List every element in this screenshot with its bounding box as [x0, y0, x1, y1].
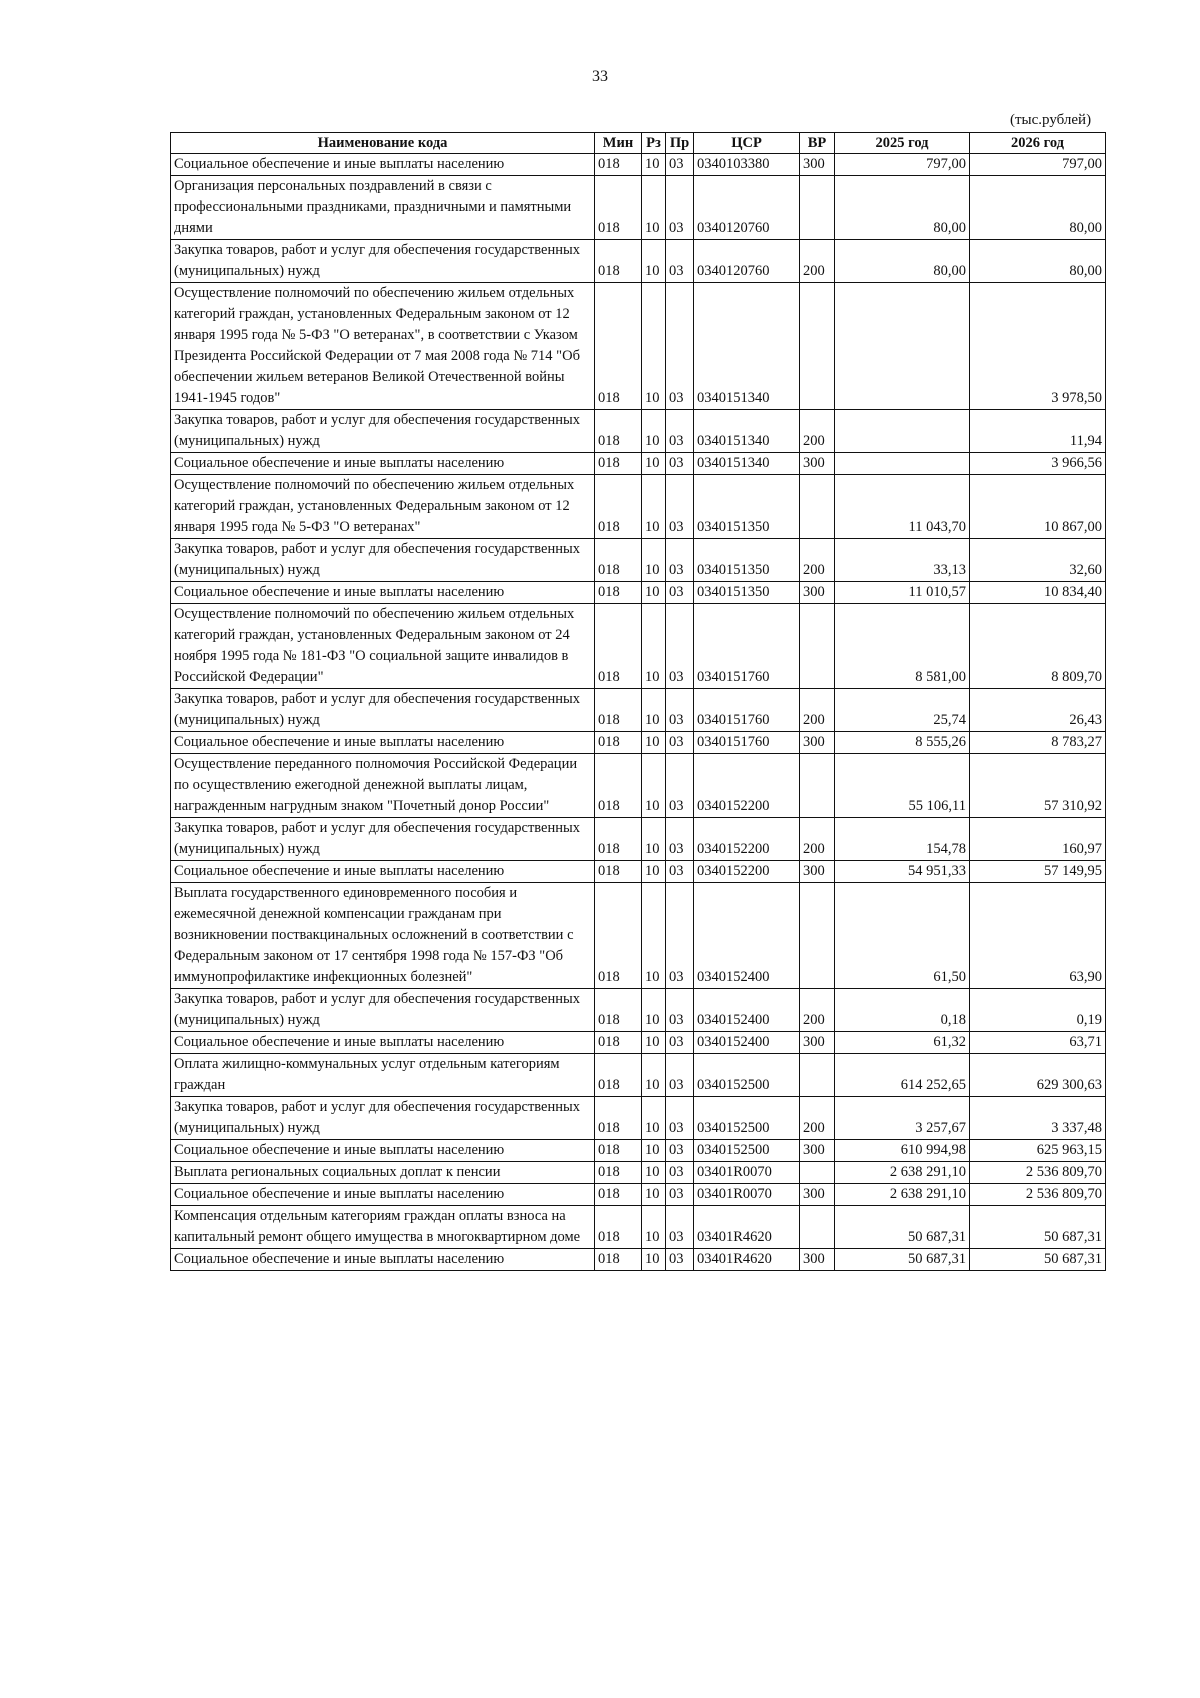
cell-2025: 80,00	[835, 176, 970, 240]
cell-pr: 03	[666, 1032, 694, 1054]
table-row	[171, 1162, 1106, 1184]
cell-min: 018	[595, 883, 642, 989]
cell-2026: 2 536 809,70	[970, 1162, 1106, 1184]
cell-csr: 0340152500	[694, 1054, 800, 1097]
cell-2025: 154,78	[835, 818, 970, 861]
cell-vr: 200	[800, 410, 835, 453]
cell-min: 018	[595, 539, 642, 582]
cell-min: 018	[595, 1184, 642, 1206]
cell-min: 018	[595, 818, 642, 861]
cell-vr	[800, 604, 835, 689]
cell-name: Социальное обеспечение и иные выплаты населению	[171, 1032, 595, 1054]
table-row	[171, 1097, 1106, 1140]
cell-vr	[800, 1206, 835, 1249]
cell-vr: 300	[800, 1184, 835, 1206]
cell-2026: 10 834,40	[970, 582, 1106, 604]
cell-2025: 33,13	[835, 539, 970, 582]
cell-min: 018	[595, 1140, 642, 1162]
cell-rz: 10	[642, 689, 666, 732]
cell-rz: 10	[642, 582, 666, 604]
cell-csr: 03401R4620	[694, 1249, 800, 1271]
cell-2026: 10 867,00	[970, 475, 1106, 539]
cell-pr: 03	[666, 754, 694, 818]
cell-rz: 10	[642, 410, 666, 453]
cell-2026: 8 783,27	[970, 732, 1106, 754]
cell-2026: 2 536 809,70	[970, 1184, 1106, 1206]
cell-csr: 0340120760	[694, 240, 800, 283]
cell-min: 018	[595, 154, 642, 176]
cell-vr: 300	[800, 1249, 835, 1271]
cell-pr: 03	[666, 689, 694, 732]
table-row	[171, 861, 1106, 883]
cell-vr	[800, 475, 835, 539]
cell-vr	[800, 1054, 835, 1097]
cell-min: 018	[595, 453, 642, 475]
cell-rz: 10	[642, 883, 666, 989]
cell-pr: 03	[666, 1140, 694, 1162]
cell-vr: 200	[800, 539, 835, 582]
cell-vr: 300	[800, 732, 835, 754]
cell-2026: 50 687,31	[970, 1206, 1106, 1249]
cell-min: 018	[595, 240, 642, 283]
cell-pr: 03	[666, 989, 694, 1032]
table-row	[171, 475, 1106, 539]
table-row	[171, 539, 1106, 582]
table-header-row	[171, 133, 1106, 154]
cell-csr: 0340151350	[694, 539, 800, 582]
cell-2026: 0,19	[970, 989, 1106, 1032]
cell-2025: 61,50	[835, 883, 970, 989]
cell-2025: 0,18	[835, 989, 970, 1032]
cell-2026: 629 300,63	[970, 1054, 1106, 1097]
table-row	[171, 883, 1106, 989]
cell-2026: 11,94	[970, 410, 1106, 453]
cell-min: 018	[595, 1206, 642, 1249]
cell-pr: 03	[666, 818, 694, 861]
cell-2025: 80,00	[835, 240, 970, 283]
cell-vr	[800, 1162, 835, 1184]
cell-rz: 10	[642, 861, 666, 883]
cell-csr: 0340120760	[694, 176, 800, 240]
cell-rz: 10	[642, 1249, 666, 1271]
cell-name: Закупка товаров, работ и услуг для обеспечения государственных (муниципальных) нужд	[171, 240, 595, 283]
cell-rz: 10	[642, 475, 666, 539]
header-2025: 2025 год	[835, 133, 970, 154]
cell-name: Закупка товаров, работ и услуг для обеспечения государственных (муниципальных) нужд	[171, 410, 595, 453]
cell-vr: 300	[800, 1140, 835, 1162]
cell-rz: 10	[642, 1054, 666, 1097]
table-row	[171, 989, 1106, 1032]
cell-name: Компенсация отдельным категориям граждан оплаты взноса на капитальный ремонт общего имущества в многоквартирном доме	[171, 1206, 595, 1249]
table-row	[171, 453, 1106, 475]
cell-2026: 797,00	[970, 154, 1106, 176]
cell-csr: 0340151760	[694, 732, 800, 754]
cell-name: Социальное обеспечение и иные выплаты населению	[171, 732, 595, 754]
units-label: (тыс.рублей)	[1010, 112, 1092, 128]
cell-rz: 10	[642, 154, 666, 176]
table-row	[171, 1184, 1106, 1206]
cell-2025: 25,74	[835, 689, 970, 732]
cell-2025: 2 638 291,10	[835, 1162, 970, 1184]
cell-name: Оплата жилищно-коммунальных услуг отдельным категориям граждан	[171, 1054, 595, 1097]
cell-min: 018	[595, 989, 642, 1032]
cell-2026: 3 978,50	[970, 283, 1106, 410]
cell-csr: 0340152200	[694, 861, 800, 883]
cell-pr: 03	[666, 453, 694, 475]
cell-min: 018	[595, 283, 642, 410]
cell-csr: 0340152500	[694, 1140, 800, 1162]
cell-2026: 160,97	[970, 818, 1106, 861]
cell-2025: 3 257,67	[835, 1097, 970, 1140]
cell-pr: 03	[666, 861, 694, 883]
cell-csr: 0340151760	[694, 604, 800, 689]
cell-pr: 03	[666, 1054, 694, 1097]
table-row	[171, 410, 1106, 453]
cell-rz: 10	[642, 989, 666, 1032]
cell-2025	[835, 453, 970, 475]
cell-min: 018	[595, 1032, 642, 1054]
cell-vr: 200	[800, 240, 835, 283]
cell-rz: 10	[642, 1032, 666, 1054]
header-rz: Рз	[642, 133, 666, 154]
cell-2025: 11 043,70	[835, 475, 970, 539]
cell-2025: 50 687,31	[835, 1206, 970, 1249]
cell-2025	[835, 410, 970, 453]
cell-pr: 03	[666, 604, 694, 689]
cell-csr: 0340151760	[694, 689, 800, 732]
cell-min: 018	[595, 475, 642, 539]
table-row	[171, 582, 1106, 604]
cell-2026: 3 966,56	[970, 453, 1106, 475]
cell-rz: 10	[642, 1184, 666, 1206]
cell-csr: 0340152400	[694, 883, 800, 989]
cell-2025: 2 638 291,10	[835, 1184, 970, 1206]
cell-csr: 0340152500	[694, 1097, 800, 1140]
cell-2025: 797,00	[835, 154, 970, 176]
cell-rz: 10	[642, 1162, 666, 1184]
cell-name: Закупка товаров, работ и услуг для обеспечения государственных (муниципальных) нужд	[171, 1097, 595, 1140]
table-row	[171, 818, 1106, 861]
cell-name: Социальное обеспечение и иные выплаты населению	[171, 861, 595, 883]
table-row	[171, 604, 1106, 689]
cell-vr: 300	[800, 1032, 835, 1054]
cell-min: 018	[595, 861, 642, 883]
cell-2025: 11 010,57	[835, 582, 970, 604]
cell-min: 018	[595, 1162, 642, 1184]
cell-vr: 300	[800, 861, 835, 883]
cell-csr: 03401R0070	[694, 1184, 800, 1206]
cell-rz: 10	[642, 1206, 666, 1249]
cell-min: 018	[595, 689, 642, 732]
cell-name: Организация персональных поздравлений в связи с профессиональными праздниками, праздничными и памятными днями	[171, 176, 595, 240]
cell-vr: 200	[800, 989, 835, 1032]
table-row	[171, 1032, 1106, 1054]
cell-pr: 03	[666, 1097, 694, 1140]
cell-min: 018	[595, 410, 642, 453]
page-number: 33	[592, 68, 608, 85]
cell-pr: 03	[666, 1162, 694, 1184]
table-body	[171, 154, 1106, 1271]
cell-vr	[800, 754, 835, 818]
cell-name: Социальное обеспечение и иные выплаты населению	[171, 1140, 595, 1162]
cell-vr: 200	[800, 818, 835, 861]
cell-min: 018	[595, 754, 642, 818]
cell-rz: 10	[642, 818, 666, 861]
cell-2026: 625 963,15	[970, 1140, 1106, 1162]
cell-2026: 63,90	[970, 883, 1106, 989]
cell-name: Закупка товаров, работ и услуг для обеспечения государственных (муниципальных) нужд	[171, 989, 595, 1032]
cell-pr: 03	[666, 883, 694, 989]
table-row	[171, 283, 1106, 410]
table-row	[171, 154, 1106, 176]
cell-csr: 0340152400	[694, 1032, 800, 1054]
cell-vr	[800, 883, 835, 989]
table-row	[171, 1249, 1106, 1271]
table-row	[171, 176, 1106, 240]
cell-rz: 10	[642, 1140, 666, 1162]
cell-csr: 0340152400	[694, 989, 800, 1032]
cell-2025: 610 994,98	[835, 1140, 970, 1162]
table-row	[171, 240, 1106, 283]
cell-pr: 03	[666, 240, 694, 283]
cell-pr: 03	[666, 732, 694, 754]
cell-pr: 03	[666, 283, 694, 410]
cell-name: Осуществление переданного полномочия Российской Федерации по осуществлению ежегодной денежной выплаты лицам, награжденным нагрудным знаком "Почетный донор России"	[171, 754, 595, 818]
header-pr: Пр	[666, 133, 694, 154]
table-row	[171, 754, 1106, 818]
cell-min: 018	[595, 604, 642, 689]
cell-pr: 03	[666, 1206, 694, 1249]
cell-2026: 50 687,31	[970, 1249, 1106, 1271]
cell-csr: 0340151340	[694, 283, 800, 410]
cell-pr: 03	[666, 1249, 694, 1271]
cell-rz: 10	[642, 283, 666, 410]
header-2026: 2026 год	[970, 133, 1106, 154]
header-min: Мин	[595, 133, 642, 154]
cell-csr: 03401R0070	[694, 1162, 800, 1184]
cell-vr	[800, 176, 835, 240]
cell-name: Осуществление полномочий по обеспечению жильем отдельных категорий граждан, установленных Федеральным законом от 12 января 1995 года № 5-ФЗ "О ветеранах", в соответствии с Указом Президента Российской Федерации от 7 мая 2008 года № 714 "Об обеспечении жильем ветеранов Великой Отечественной войны 1941-1945 годов"	[171, 283, 595, 410]
cell-2026: 80,00	[970, 176, 1106, 240]
cell-2025: 614 252,65	[835, 1054, 970, 1097]
cell-vr: 300	[800, 582, 835, 604]
cell-min: 018	[595, 1097, 642, 1140]
cell-name: Социальное обеспечение и иные выплаты населению	[171, 1249, 595, 1271]
cell-min: 018	[595, 176, 642, 240]
cell-vr: 200	[800, 1097, 835, 1140]
cell-min: 018	[595, 1054, 642, 1097]
cell-name: Социальное обеспечение и иные выплаты населению	[171, 154, 595, 176]
table-row	[171, 689, 1106, 732]
cell-pr: 03	[666, 1184, 694, 1206]
cell-2026: 32,60	[970, 539, 1106, 582]
cell-name: Закупка товаров, работ и услуг для обеспечения государственных (муниципальных) нужд	[171, 689, 595, 732]
cell-2025: 55 106,11	[835, 754, 970, 818]
cell-min: 018	[595, 582, 642, 604]
cell-name: Закупка товаров, работ и услуг для обеспечения государственных (муниципальных) нужд	[171, 539, 595, 582]
cell-csr: 0340151340	[694, 410, 800, 453]
cell-name: Социальное обеспечение и иные выплаты населению	[171, 582, 595, 604]
cell-csr: 0340152200	[694, 754, 800, 818]
cell-pr: 03	[666, 410, 694, 453]
table-row	[171, 1140, 1106, 1162]
cell-rz: 10	[642, 539, 666, 582]
cell-min: 018	[595, 1249, 642, 1271]
cell-rz: 10	[642, 754, 666, 818]
cell-rz: 10	[642, 176, 666, 240]
header-csr: ЦСР	[694, 133, 800, 154]
cell-name: Выплата государственного единовременного пособия и ежемесячной денежной компенсации гражданам при возникновении поствакцинальных осложнений в соответствии с Федеральным законом от 17 сентября 1998 года № 157-ФЗ "Об иммунопрофилактике инфекционных болезней"	[171, 883, 595, 989]
cell-pr: 03	[666, 475, 694, 539]
cell-2026: 57 149,95	[970, 861, 1106, 883]
cell-pr: 03	[666, 176, 694, 240]
cell-2025: 54 951,33	[835, 861, 970, 883]
budget-table	[170, 132, 1106, 1271]
cell-2025	[835, 283, 970, 410]
cell-2026: 57 310,92	[970, 754, 1106, 818]
cell-name: Социальное обеспечение и иные выплаты населению	[171, 1184, 595, 1206]
cell-rz: 10	[642, 1097, 666, 1140]
cell-2025: 61,32	[835, 1032, 970, 1054]
cell-min: 018	[595, 732, 642, 754]
cell-vr: 300	[800, 453, 835, 475]
cell-rz: 10	[642, 453, 666, 475]
cell-csr: 0340151340	[694, 453, 800, 475]
cell-2026: 80,00	[970, 240, 1106, 283]
cell-2025: 8 581,00	[835, 604, 970, 689]
cell-csr: 0340103380	[694, 154, 800, 176]
cell-pr: 03	[666, 154, 694, 176]
cell-2026: 63,71	[970, 1032, 1106, 1054]
cell-2026: 8 809,70	[970, 604, 1106, 689]
header-vr: ВР	[800, 133, 835, 154]
cell-name: Социальное обеспечение и иные выплаты населению	[171, 453, 595, 475]
cell-name: Осуществление полномочий по обеспечению жильем отдельных категорий граждан, установленных Федеральным законом от 24 ноября 1995 года № 181-ФЗ "О социальной защите инвалидов в Российской Федерации"	[171, 604, 595, 689]
cell-2025: 50 687,31	[835, 1249, 970, 1271]
cell-2026: 3 337,48	[970, 1097, 1106, 1140]
cell-csr: 0340151350	[694, 582, 800, 604]
cell-csr: 03401R4620	[694, 1206, 800, 1249]
cell-pr: 03	[666, 582, 694, 604]
table-row	[171, 1206, 1106, 1249]
cell-csr: 0340152200	[694, 818, 800, 861]
table-row	[171, 1054, 1106, 1097]
cell-name: Осуществление полномочий по обеспечению жильем отдельных категорий граждан, установленных Федеральным законом от 12 января 1995 года № 5-ФЗ "О ветеранах"	[171, 475, 595, 539]
cell-rz: 10	[642, 240, 666, 283]
cell-vr	[800, 283, 835, 410]
cell-name: Выплата региональных социальных доплат к пенсии	[171, 1162, 595, 1184]
header-name: Наименование кода	[171, 133, 595, 154]
cell-vr: 300	[800, 154, 835, 176]
cell-2025: 8 555,26	[835, 732, 970, 754]
cell-2026: 26,43	[970, 689, 1106, 732]
cell-vr: 200	[800, 689, 835, 732]
cell-pr: 03	[666, 539, 694, 582]
cell-name: Закупка товаров, работ и услуг для обеспечения государственных (муниципальных) нужд	[171, 818, 595, 861]
cell-rz: 10	[642, 604, 666, 689]
cell-rz: 10	[642, 732, 666, 754]
table-row	[171, 732, 1106, 754]
cell-csr: 0340151350	[694, 475, 800, 539]
